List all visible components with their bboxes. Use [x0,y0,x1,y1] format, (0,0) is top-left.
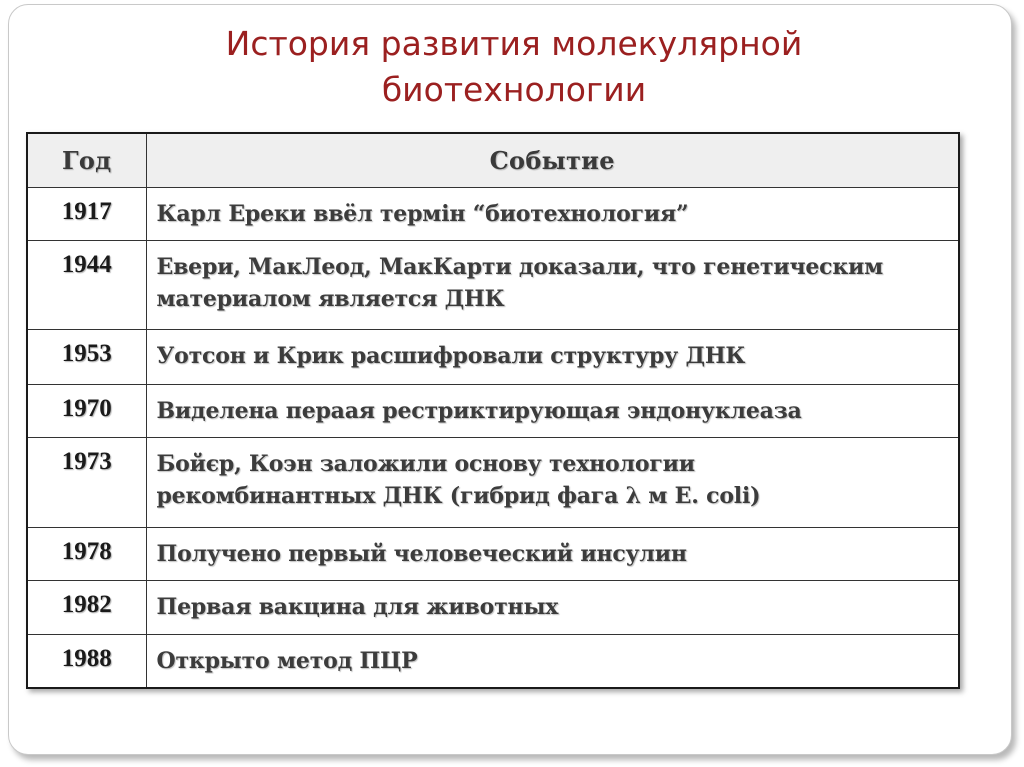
event-text: рекомбинантных ДНК (гибрид фага λ м E. coli) [156,482,761,509]
event-cell [146,580,959,634]
year-cell: 1917 [27,187,146,240]
year-cell: 1973 [27,437,146,527]
event-text: материалом является ДНК [156,285,505,312]
year-cell: 1978 [27,527,146,580]
event-text: Бойєр, Коэн заложили основу технологии [156,450,695,477]
event-cell [146,187,959,240]
event-text: Карл Ереки ввёл термін “биотехнология” [156,200,689,227]
year-cell: 1944 [27,240,146,329]
event-text: Первая вакцина для животных [156,593,559,620]
slide-title-line-1: История развития молекулярной [225,24,803,63]
slide-title-line-2: биотехнологии [381,70,647,109]
event-cell [146,240,959,329]
event-column-header: Событие [146,133,959,187]
event-cell [146,329,959,384]
table-row [27,527,959,580]
table-row [27,437,959,527]
event-cell [146,527,959,580]
history-table [26,132,960,689]
slide-title [69,21,959,113]
table-row [27,240,959,329]
year-cell: 1982 [27,580,146,634]
event-text: Евери, МакЛеод, МакКарти доказали, что генетическим [156,253,884,280]
event-text: Получено первый человеческий инсулин [156,540,687,567]
table-row [27,187,959,240]
year-column-header: Год [27,133,146,187]
table-row [27,634,959,688]
event-cell [146,634,959,688]
table-row [27,384,959,437]
event-text: Виделена перaая рестриктирующая эндонуклеаза [156,397,802,424]
event-cell [146,437,959,527]
year-cell: 1988 [27,634,146,688]
event-text: Уотсон и Крик расшифровали структуру ДНК [156,342,746,369]
event-cell [146,384,959,437]
year-cell: 1953 [27,329,146,384]
slide [8,4,1012,755]
table-row [27,329,959,384]
year-cell: 1970 [27,384,146,437]
event-text: Открыто метод ПЦР [156,647,418,674]
table-row [27,580,959,634]
table-header-row [27,133,959,187]
